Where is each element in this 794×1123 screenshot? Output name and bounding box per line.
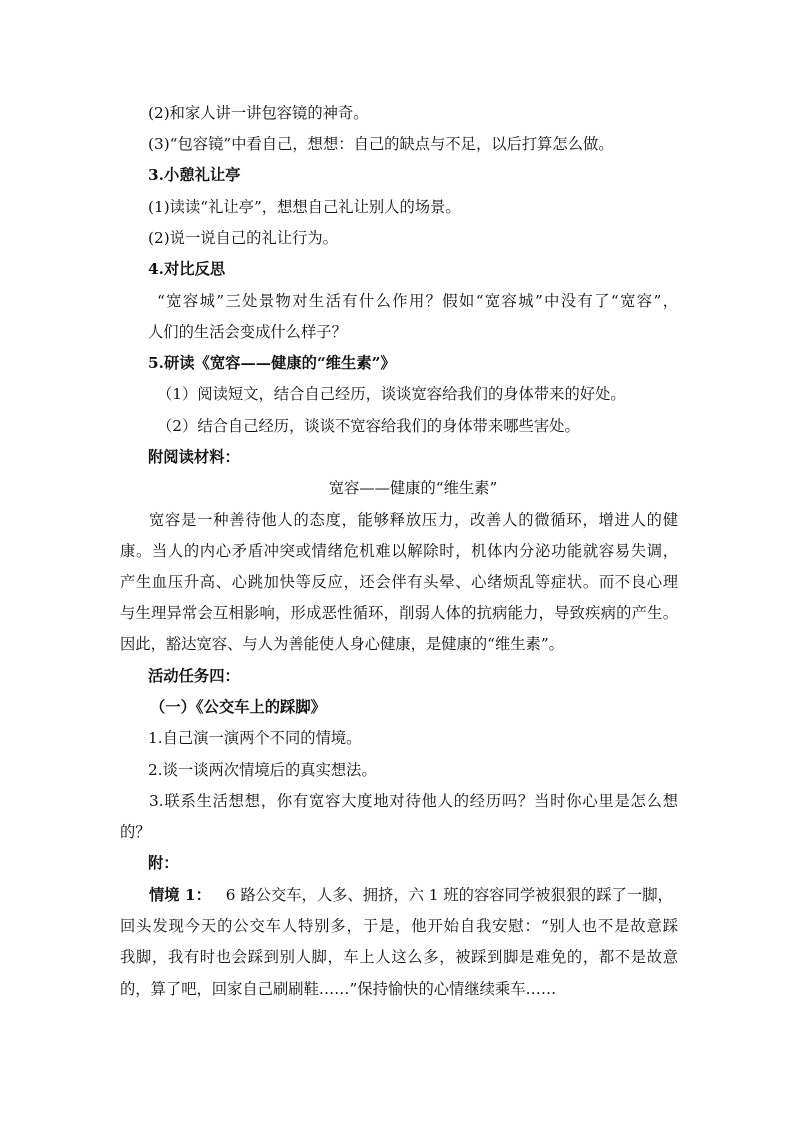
paragraph-line: 因此，豁达宽容、与人为善能使人身心健康，是健康的“维生素”。	[120, 635, 564, 653]
section-heading: 4.对比反思	[148, 260, 226, 278]
section-heading: 活动任务四：	[148, 667, 240, 685]
paragraph-line: 与生理异常会互相影响，形成恶性循环，削弱人体的抗病能力，导致疾病的产生。	[120, 604, 678, 622]
paragraph-line: 回头发现今天的公交车人特别多，于是，他开始自我安慰：“别人也不是故意踩	[120, 917, 678, 935]
list-item: （2）结合自己经历，谈谈不宽容给我们的身体带来哪些害处。	[157, 417, 580, 435]
section-heading: 3.小憩礼让亭	[148, 166, 241, 184]
paragraph-line: 的？	[120, 823, 151, 841]
article-title: 宽容——健康的“维生素”	[328, 479, 498, 497]
section-heading: 5.研读《宽容——健康的“维生素”》	[148, 354, 396, 372]
list-item: 2.谈一谈两次情境后的真实想法。	[148, 761, 377, 779]
paragraph-line: 我脚，我有时也会踩到别人脚，车上人这么多，被踩到脚是难免的，都不是故意	[120, 948, 678, 966]
paragraph-line: 康。当人的内心矛盾冲突或情绪危机难以解除时，机体内分泌功能就容易失调，	[120, 542, 678, 560]
paragraph-line: 宽容是一种善待他人的态度，能够释放压力，改善人的微循环，增进人的健	[149, 511, 678, 529]
section-heading: 附：	[148, 854, 179, 872]
list-item: (3)“包容镜”中看自己，想想：自己的缺点与不足，以后打算怎么做。	[148, 135, 614, 153]
section-heading: （一）《公交车上的踩脚》	[150, 698, 326, 716]
scenario-label: 情境 1：	[149, 886, 211, 904]
list-item: (1)读读“礼让亭”，想想自己礼让别人的场景。	[148, 198, 461, 216]
paragraph-line: 的，算了吧，回家自己刷刷鞋……”保持愉快的心情继续乘车……	[120, 980, 557, 998]
list-item: (2)说一说自己的礼让行为。	[148, 229, 338, 247]
paragraph-line: “宽容城”三处景物对生活有什么作用？假如“宽容城”中没有了“宽容”，	[157, 292, 678, 310]
paragraph-line: 人们的生活会变成什么样子？	[148, 323, 347, 341]
list-item: （1）阅读短文，结合自己经历，谈谈宽容给我们的身体带来的好处。	[157, 385, 626, 403]
paragraph-line: 产生血压升高、心跳加快等反应，还会伴有头晕、心绪烦乱等症状。而不良心理	[120, 573, 678, 591]
list-item: (2)和家人讲一讲包容镜的神奇。	[148, 104, 369, 122]
list-item: 3.联系生活想想，你有宽容大度地对待他人的经历吗？当时你心里是怎么想	[149, 792, 678, 810]
list-item: 1.自己演一演两个不同的情境。	[148, 729, 362, 747]
scenario-text: 6 路公交车，人多、拥挤，六 1 班的容容同学被狠狠的踩了一脚，	[225, 886, 673, 904]
paragraph-line	[149, 885, 678, 905]
section-heading: 附阅读材料：	[148, 448, 240, 466]
